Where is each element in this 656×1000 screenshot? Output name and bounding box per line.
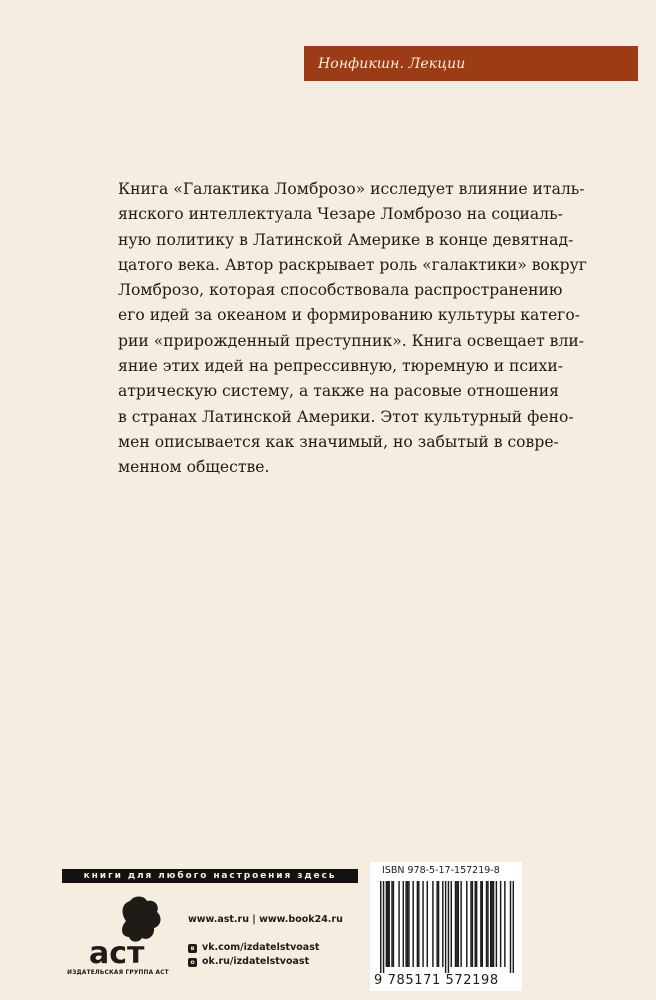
barcode-bar xyxy=(496,881,497,967)
description-line: Книга «Галактика Ломброзо» исследует влияние италь- xyxy=(118,180,585,198)
barcode-bar xyxy=(445,881,446,973)
isbn-label: ISBN 978-5-17-157219-8 xyxy=(382,865,500,876)
description-line: мен описывается как значимый, но забытый в совре- xyxy=(118,432,559,451)
barcode-bar xyxy=(480,881,481,967)
description-line: рии «прирожденный преступник». Книга освещает вли- xyxy=(118,331,585,350)
barcode-bar xyxy=(493,881,494,967)
vk-line xyxy=(188,941,343,955)
vk-link[interactable]: vk.com/izdatelstvoast xyxy=(202,942,320,953)
barcode-bar xyxy=(436,881,437,967)
description-line: Ломброзо, которая способствовала распространению xyxy=(118,281,563,300)
barcode-bars xyxy=(380,881,514,973)
barcode-bar xyxy=(490,881,491,967)
ok-line xyxy=(188,955,343,969)
barcode-bar xyxy=(398,881,399,967)
barcode-bar xyxy=(513,881,514,973)
slogan-text: книги для любого настроения здесь xyxy=(83,871,337,881)
barcode-bar xyxy=(456,881,457,967)
ok-link[interactable]: ok.ru/izdatelstvoast xyxy=(202,956,310,967)
barcode-bar xyxy=(380,881,381,973)
barcode-bar xyxy=(403,881,404,967)
book-description xyxy=(118,177,587,481)
barcode-bar xyxy=(405,881,406,967)
barcode-bar xyxy=(475,881,476,967)
barcode-bar xyxy=(491,881,492,967)
series-label: Нонфикшн. Лекции xyxy=(318,55,466,72)
barcode-bar xyxy=(476,881,477,967)
logo-cloud-shape xyxy=(122,897,161,942)
barcode-bar xyxy=(486,881,487,967)
barcode-bar xyxy=(418,881,419,967)
barcode-bar xyxy=(417,881,418,967)
series-banner xyxy=(304,46,638,81)
barcode-bar xyxy=(427,881,428,967)
barcode-bar xyxy=(387,881,388,967)
publisher-caption: ИЗДАТЕЛЬСКАЯ ГРУППА АСТ xyxy=(67,970,169,976)
barcode-bar xyxy=(510,881,511,973)
description-line: яние этих идей на репрессивную, тюремную и психи- xyxy=(118,357,564,376)
barcode-bar xyxy=(432,881,433,967)
barcode-bar xyxy=(487,881,488,967)
barcode-block xyxy=(370,862,522,991)
description-line: его идей за океаном и формированию культуры катего- xyxy=(118,306,581,325)
barcode-bar xyxy=(472,881,473,967)
description-line: янского интеллектуала Чезаре Ломброзо на социаль- xyxy=(118,205,563,224)
barcode-bar xyxy=(448,881,449,973)
barcode-bar xyxy=(412,881,413,967)
barcode-bar xyxy=(386,881,387,967)
ok-icon: o xyxy=(188,958,197,967)
barcode-bar xyxy=(393,881,394,967)
barcode-bar xyxy=(422,881,423,967)
barcode-digits: 9 785171 572198 xyxy=(374,973,499,988)
barcode-bar xyxy=(482,881,483,967)
vk-icon: в xyxy=(188,944,197,953)
description-line: цатого века. Автор раскрывает роль «галактики» вокруг xyxy=(118,255,587,274)
barcode-bar xyxy=(460,881,461,967)
slogan-banner xyxy=(62,869,358,883)
barcode-bar xyxy=(470,881,471,967)
barcode-bar xyxy=(383,881,384,973)
logo-text: aст xyxy=(89,936,145,971)
barcode-bar xyxy=(455,881,456,967)
barcode-bar xyxy=(438,881,439,967)
websites-line xyxy=(188,913,343,927)
barcode-bar xyxy=(391,881,392,967)
websites-text[interactable]: www.ast.ru | www.book24.ru xyxy=(188,914,343,925)
description-line: атрическую систему, а также на расовые отношения xyxy=(118,382,559,401)
barcode-bar xyxy=(442,881,443,967)
description-line: менном обществе. xyxy=(118,458,270,477)
barcode-bar xyxy=(504,881,505,967)
barcode-bar xyxy=(500,881,501,967)
barcode-bar xyxy=(451,881,452,967)
publisher-links xyxy=(188,913,343,969)
barcode-bar xyxy=(408,881,409,967)
barcode-bar xyxy=(407,881,408,967)
description-line: ную политику в Латинской Америке в конце девятнад- xyxy=(118,230,574,249)
barcode-bar xyxy=(458,881,459,967)
barcode-bar xyxy=(388,881,389,967)
description-line: в странах Латинской Америки. Этот культурный фено- xyxy=(118,407,574,426)
barcode-bar xyxy=(466,881,467,967)
